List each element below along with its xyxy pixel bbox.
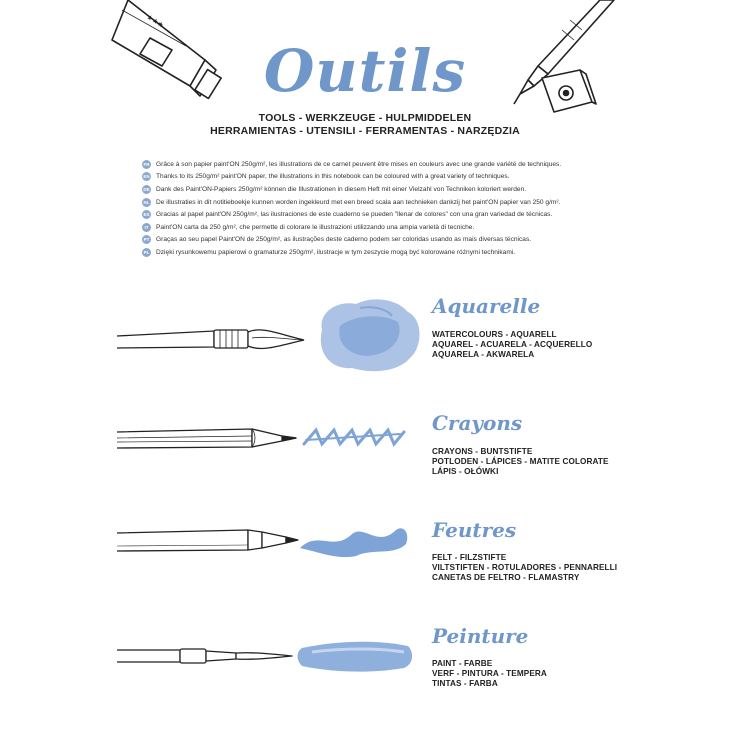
lang-row-pt (142, 234, 602, 247)
lang-text: Dzięki rysunkowemu papierowi o gramaturze 250g/m², ilustracje w tym zeszycie mogą być kolorowane różnymi technikami. (156, 248, 516, 256)
lang-text: Thanks to its 250g/m² paint'ON paper, the illustrations in this notebook can be coloured with a great variety of techniques. (156, 173, 510, 181)
page-subtitle-line2: HERRAMIENTAS - UTENSILI - FERRAMENTAS - NARZĘDZIA (210, 125, 520, 137)
tool-lines-feutres (432, 553, 617, 584)
watercolor-brush-icon (117, 330, 304, 349)
language-list (142, 158, 602, 259)
felt-swatch (300, 528, 407, 557)
tool-line: CANETAS DE FELTRO - FLAMASTRY (432, 573, 580, 583)
tool-title-feutres: Feutres (432, 518, 517, 542)
tool-line: AQUAREL - ACUARELA - ACQUERELLO (432, 340, 593, 350)
tool-line: FELT - FILZSTIFTE (432, 553, 507, 562)
tool-title-peinture: Peinture (432, 624, 529, 648)
tool-lines-aquarelle (432, 330, 592, 361)
tool-line: VERF - PINTURA - TEMPERA (432, 669, 547, 679)
flag-badge-icon: DE (143, 186, 150, 192)
flag-badge-icon: EN (143, 174, 150, 180)
lang-text: De illustraties in dit notitieboekje kunnen worden ingekleurd met een breed scala aan technieken dankzij het paint'ON papier van 250 g/m². (156, 198, 561, 206)
tool-line: WATERCOLOURS - AQUARELL (432, 330, 557, 339)
svg-text:★★★: ★★★ (144, 13, 165, 30)
flag-badge-icon: IT (142, 223, 151, 232)
tool-lines-crayons (432, 447, 609, 478)
page-title: Outils (263, 37, 467, 105)
lang-row-es (142, 208, 602, 221)
pencil-icon (117, 429, 296, 448)
flag-badge-icon: ES (143, 212, 150, 218)
crayon-swatch (304, 430, 404, 444)
lang-text: Dank des Paint'ON-Papiers 250g/m² können die Illustrationen in diesem Heft mit einer Vielzahl von Techniken koloriert werden. (156, 185, 527, 193)
tool-lines-peinture (432, 659, 547, 690)
tool-title-crayons: Crayons (432, 411, 523, 435)
lang-row-en (142, 171, 602, 184)
page-subtitle-line1: TOOLS - WERKZEUGE - HULPMIDDELEN (258, 112, 472, 124)
tool-line: PAINT - FARBE (432, 659, 493, 668)
lang-row-nl (142, 196, 602, 209)
lang-row-pl (142, 246, 602, 259)
paint-brush-icon (117, 649, 292, 663)
lang-row-de (142, 183, 602, 196)
tool-line: AQUARELA - AKWARELA (432, 350, 535, 360)
tool-line: CRAYONS - BUNTSTIFTE (432, 447, 533, 456)
lang-text: Gracias al papel paint'ON 250g/m², las ilustraciones de este cuaderno se pueden "llenar de colores" con una gran variedad de técnicas. (156, 211, 553, 219)
lang-text: Paint'ON carta da 250 g/m², che permette di colorare le illustrazioni utilizzando una ampia varietà di tecniche. (156, 223, 475, 231)
tool-line: LÁPIS - OŁÓWKI (432, 467, 499, 477)
felt-pen-icon (117, 530, 298, 551)
flag-badge-icon: NL (143, 199, 150, 205)
tool-line: VILTSTIFTEN - ROTULADORES - PENNARELLI (432, 563, 618, 573)
tool-title-aquarelle: Aquarelle (432, 294, 541, 318)
lang-text: Graças ao seu papel Paint'ON de 250g/m², as ilustrações deste caderno podem ser coloridas usando as mais diversas técnicas. (156, 236, 532, 244)
lang-row-it (142, 221, 602, 234)
flag-badge-icon: PT (143, 237, 150, 243)
paint-swatch (298, 642, 413, 672)
watercolor-swatch (321, 299, 420, 371)
lang-text: Grâce à son papier paint'ON 250g/m², les illustrations de ce carnet peuvent être mises en couleurs avec une grande variété de techniques. (156, 160, 562, 168)
tool-line: POTLODEN - LÁPICES - MATITE COLORATE (432, 457, 609, 467)
flag-badge-icon: FR (143, 161, 150, 167)
lang-row-fr (142, 158, 602, 171)
flag-badge-icon: PL (143, 249, 150, 255)
tool-line: TINTAS - FARBA (432, 679, 498, 689)
